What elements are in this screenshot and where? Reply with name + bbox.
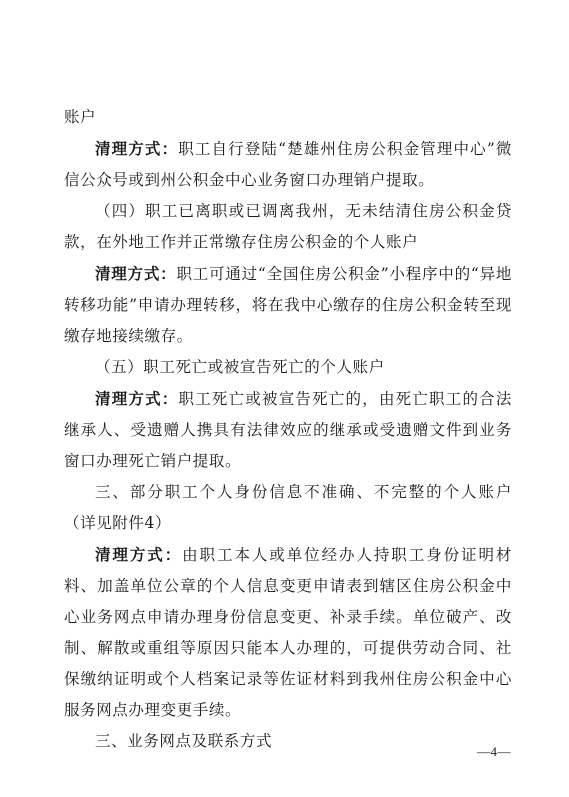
page-number: —4— — [477, 744, 511, 759]
paragraph-text: 三、业务网点及联系方式 — [95, 732, 273, 750]
paragraph-text: 由职工本人或单位经办人持职工身份证明材料、加盖单位公章的个人信息变更申请表到辖区住房公积金中心业务网点申请办理身份信息变更、补录手续。单位破产、改制、解散或重组等原因只能本人办理的，可提供劳动合同、社保缴纳证明或个人档案记录等佐证材料到我州住房公积金中心服务网点办理变更手续。 — [64, 546, 512, 719]
paragraph-text: 职工可通过“全国住房公积金”小程序中的“异地转移功能”申请办理转移，将在我中心缴存的住房公积金转至现缴存地接续缴存。 — [64, 265, 512, 345]
paragraph-cleanup-method-1 — [64, 133, 512, 196]
paragraph-cleanup-method-4 — [64, 539, 512, 726]
section-heading-3-identity — [64, 477, 512, 539]
paragraph-cleanup-method-3 — [64, 383, 512, 477]
paragraph-text: （五）职工死亡或被宣告死亡的个人账户 — [95, 358, 385, 376]
paragraph-text: 职工死亡或被宣告死亡的，由死亡职工的合法继承人、受遗赠人携具有法律效应的继承或受遗赠文件到业务窗口办理死亡销户提取。 — [64, 390, 512, 470]
paragraph-text: 账户 — [64, 108, 97, 126]
paragraph-account-continued — [64, 102, 512, 133]
section-heading-4 — [64, 196, 512, 258]
cleanup-method-label: 清理方式： — [95, 139, 179, 158]
section-heading-5 — [64, 352, 512, 383]
paragraph-text: （四）职工已离职或已调离我州，无未结清住房公积金贷款，在外地工作并正常缴存住房公积金的个人账户 — [64, 202, 512, 251]
paragraph-text: 职工自行登陆“楚雄州住房公积金管理中心”微信公众号或到州公积金中心业务窗口办理销户提取。 — [64, 140, 512, 189]
paragraph-cleanup-method-2 — [64, 258, 512, 352]
cleanup-method-label: 清理方式： — [95, 389, 179, 408]
paragraph-text: 三、部分职工个人身份信息不准确、不完整的个人账户（详见附件4） — [64, 483, 512, 532]
section-heading-3-outlets — [64, 726, 512, 757]
cleanup-method-label: 清理方式： — [95, 264, 177, 283]
cleanup-method-label: 清理方式： — [95, 545, 183, 564]
document-body — [64, 102, 512, 757]
